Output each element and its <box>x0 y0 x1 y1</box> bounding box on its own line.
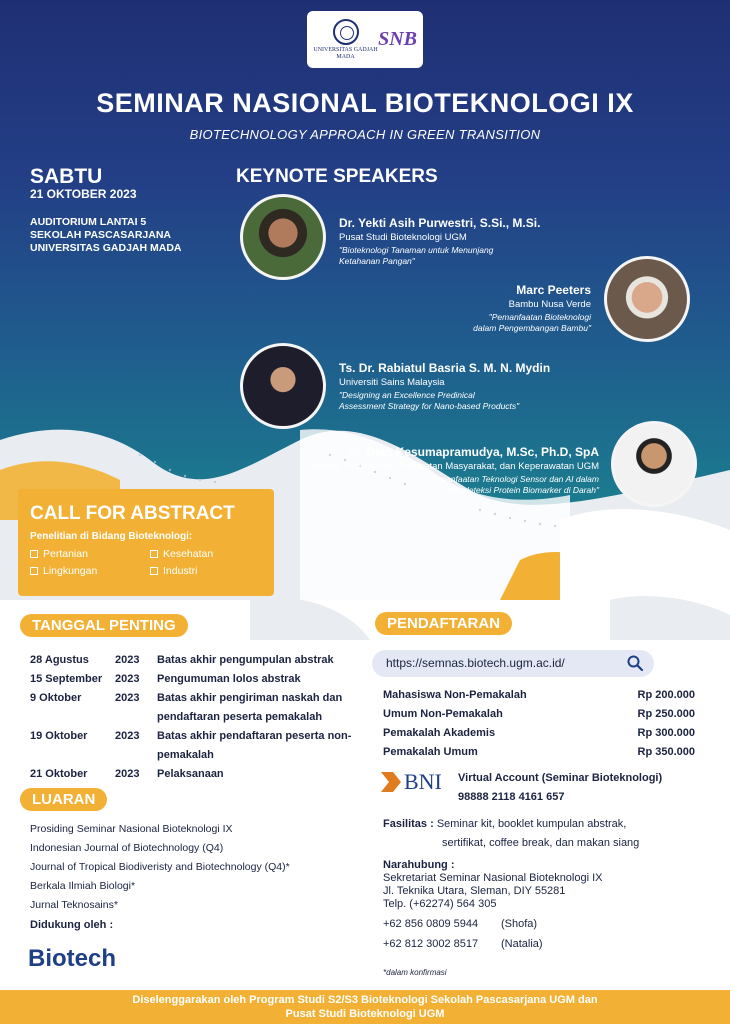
speaker-topic <box>339 245 540 267</box>
event-venue <box>30 216 181 255</box>
topic-line: "Pemanfaatan Teknologi Sensor dan AI dalam <box>425 474 599 484</box>
ugm-logo-text: UNIVERSITAS GADJAH MADA <box>313 46 378 60</box>
topic-line: "Bioteknologi Tanaman untuk Menunjang <box>339 245 494 255</box>
important-dates-list <box>30 651 377 784</box>
cfa-field <box>150 548 270 560</box>
footer-line: Diselenggarakan oleh Program Studi S2/S3 Bioteknologi Sekolah Pascasarjana UGM dan <box>132 994 598 1006</box>
snb-logo: SNB <box>378 28 417 50</box>
topic-line: Mendeteksi Protein Biomarker di Darah" <box>447 485 599 495</box>
checkbox-icon <box>150 567 158 575</box>
speaker-topic <box>380 312 591 334</box>
page-subtitle: BIOTECHNOLOGY APPROACH IN GREEN TRANSITION <box>189 127 541 142</box>
list-item <box>30 689 377 727</box>
luaran-heading: LUARAN <box>20 788 107 811</box>
speaker-affiliation: Pusat Studi Bioteknologi UGM <box>339 232 467 243</box>
list-item <box>30 765 377 784</box>
venue-line: AUDITORIUM LANTAI 5 <box>30 216 147 228</box>
contact-line: Telp. (+62274) 564 305 <box>383 898 497 910</box>
field-label: Lingkungan <box>43 565 98 577</box>
phone-name: (Shofa) <box>501 918 538 930</box>
registration-url[interactable]: https://semnas.biotech.ugm.ac.id/ <box>372 650 654 677</box>
facility-line <box>383 815 639 834</box>
fee-label: Umum Non-Pemakalah <box>383 708 503 720</box>
support-label: Didukung oleh : <box>30 919 114 931</box>
bni-logo-icon <box>381 772 401 792</box>
fee-label: Mahasiswa Non-Pemakalah <box>383 689 527 701</box>
speaker-affiliation: Fakultas Kedokteran, Kesehatan Masyarakat, dan Keperawatan UGM <box>304 461 599 472</box>
ugm-logo <box>313 19 378 61</box>
topic-line: Assessment Strategy for Nano-based Products" <box>339 401 520 411</box>
speaker-topic <box>339 390 550 412</box>
cfa-field <box>30 548 150 560</box>
confirmation-note: *dalam konfirmasi <box>383 968 447 977</box>
date-label: 28 Agustus <box>30 654 89 666</box>
contact-phone <box>383 918 603 931</box>
list-item <box>30 727 377 765</box>
speaker-name: Marc Peeters <box>516 283 591 297</box>
facility-text: Seminar kit, booklet kumpulan abstrak, <box>436 818 627 830</box>
date-desc: Batas akhir pengumpulan abstrak <box>157 654 334 666</box>
event-day: SABTU <box>30 165 103 188</box>
checkbox-icon <box>30 550 38 558</box>
list-item: Jurnal Teknosains* <box>30 899 118 911</box>
checkbox-icon <box>150 550 158 558</box>
call-for-abstract-box <box>18 489 274 596</box>
contact-info <box>383 859 603 951</box>
field-label: Kesehatan <box>163 548 214 560</box>
date-year: 2023 <box>115 654 140 666</box>
venue-line: SEKOLAH PASCASARJANA <box>30 229 171 241</box>
keynote-heading: KEYNOTE SPEAKERS <box>236 166 438 187</box>
facility-label: Fasilitas : <box>383 818 434 830</box>
list-item <box>30 670 377 689</box>
date-desc: Pengumuman lolos abstrak <box>157 673 301 685</box>
checkbox-icon <box>30 567 38 575</box>
contact-heading: Narahubung : <box>383 859 455 871</box>
cfa-field <box>30 565 150 577</box>
list-item <box>383 724 695 743</box>
cfa-field <box>150 565 270 577</box>
fee-label: Pemakalah Akademis <box>383 727 496 739</box>
fee-price: Rp 350.000 <box>637 746 695 758</box>
list-item: Indonesian Journal of Biotechnology (Q4) <box>30 842 224 854</box>
fee-price: Rp 200.000 <box>637 689 695 701</box>
topic-line: "Designing an Excellence Predinical <box>339 390 475 400</box>
date-desc: Batas akhir pendaftaran peserta non-pemakalah <box>157 730 352 761</box>
va-label: Virtual Account (Seminar Bioteknologi) <box>458 772 663 784</box>
important-dates-heading: TANGGAL PENTING <box>20 614 188 637</box>
date-label: 21 Oktober <box>30 768 88 780</box>
contact-line: Sekretariat Seminar Nasional Bioteknologi IX <box>383 872 603 884</box>
facilities <box>383 815 639 853</box>
footer-line: Pusat Studi Bioteknologi UGM <box>285 1008 445 1020</box>
biotech-logo: Biotech <box>28 945 117 972</box>
fee-price: Rp 250.000 <box>637 708 695 720</box>
search-icon[interactable] <box>627 655 643 671</box>
list-item: Berkala Ilmiah Biologi* <box>30 880 136 892</box>
topic-line: "Pemanfaatan Bioteknologi <box>488 312 591 322</box>
page-title: SEMINAR NASIONAL BIOTEKNOLOGI IX <box>96 88 634 118</box>
va-number: 98888 2118 4161 657 <box>458 791 565 803</box>
event-date: 21 OKTOBER 2023 <box>30 187 137 201</box>
speaker-photo-4 <box>611 421 697 507</box>
phone-name: (Natalia) <box>501 938 543 950</box>
cfa-title: CALL FOR ABSTRACT <box>30 503 235 524</box>
list-item: Journal of Tropical Biodiveristy and Biotechnology (Q4)* <box>30 861 290 873</box>
list-item <box>383 743 695 762</box>
contact-line: Jl. Teknika Utara, Sleman, DIY 55281 <box>383 885 566 897</box>
cfa-fields <box>30 548 262 577</box>
facility-text: sertifikat, coffee break, dan makan siang <box>442 837 640 849</box>
ugm-seal-icon <box>333 19 359 45</box>
speaker-1 <box>339 216 540 267</box>
bank-name: BNI <box>404 769 442 794</box>
cfa-subtitle: Penelitian di Bidang Bioteknologi: <box>30 531 193 542</box>
speaker-name: Dr. Yekti Asih Purwestri, S.Si., M.Si. <box>339 216 541 230</box>
speaker-photo-1 <box>240 194 326 280</box>
list-item <box>30 651 377 670</box>
date-year: 2023 <box>115 673 140 685</box>
list-item <box>383 686 695 705</box>
date-year: 2023 <box>115 692 140 704</box>
bni-logo <box>381 769 442 795</box>
list-item <box>383 705 695 724</box>
footer <box>0 990 730 1024</box>
date-desc: Batas akhir pengiriman naskah dan pendaftaran peserta pemakalah <box>157 692 343 723</box>
speaker-2 <box>380 283 591 334</box>
registration-heading: PENDAFTARAN <box>375 612 512 635</box>
list-item: Prosiding Seminar Nasional Bioteknologi IX <box>30 823 233 835</box>
date-label: 15 September <box>30 673 103 685</box>
contact-phone <box>383 938 603 951</box>
speaker-3 <box>339 361 550 412</box>
speaker-photo-2 <box>604 256 690 342</box>
date-desc: Pelaksanaan <box>157 768 224 780</box>
luaran-list <box>30 820 290 915</box>
field-label: Pertanian <box>43 548 88 560</box>
topic-line: dalam Pengembangan Bambu" <box>473 323 591 333</box>
speaker-photo-3 <box>240 343 326 429</box>
date-label: 9 Oktober <box>30 692 82 704</box>
phone-number: +62 812 3002 8517 <box>383 938 479 950</box>
fee-price: Rp 300.000 <box>637 727 695 739</box>
speaker-name: dr. Dian Kesumapramudya, M.Sc, Ph.D, SpA <box>348 445 599 459</box>
fee-list <box>383 686 695 762</box>
fee-label: Pemakalah Umum <box>383 746 478 758</box>
date-year: 2023 <box>115 730 140 742</box>
date-year: 2023 <box>115 768 140 780</box>
speaker-name: Ts. Dr. Rabiatul Basria S. M. N. Mydin <box>339 361 551 375</box>
virtual-account <box>458 769 662 807</box>
field-label: Industri <box>163 565 198 577</box>
phone-number: +62 856 0809 5944 <box>383 918 479 930</box>
venue-line: UNIVERSITAS GADJAH MADA <box>30 242 182 254</box>
speaker-affiliation: Universiti Sains Malaysia <box>339 377 445 388</box>
topic-line: Ketahanan Pangan" <box>339 256 415 266</box>
logo-box <box>307 11 423 68</box>
speaker-affiliation: Bambu Nusa Verde <box>508 299 591 310</box>
date-label: 19 Oktober <box>30 730 88 742</box>
